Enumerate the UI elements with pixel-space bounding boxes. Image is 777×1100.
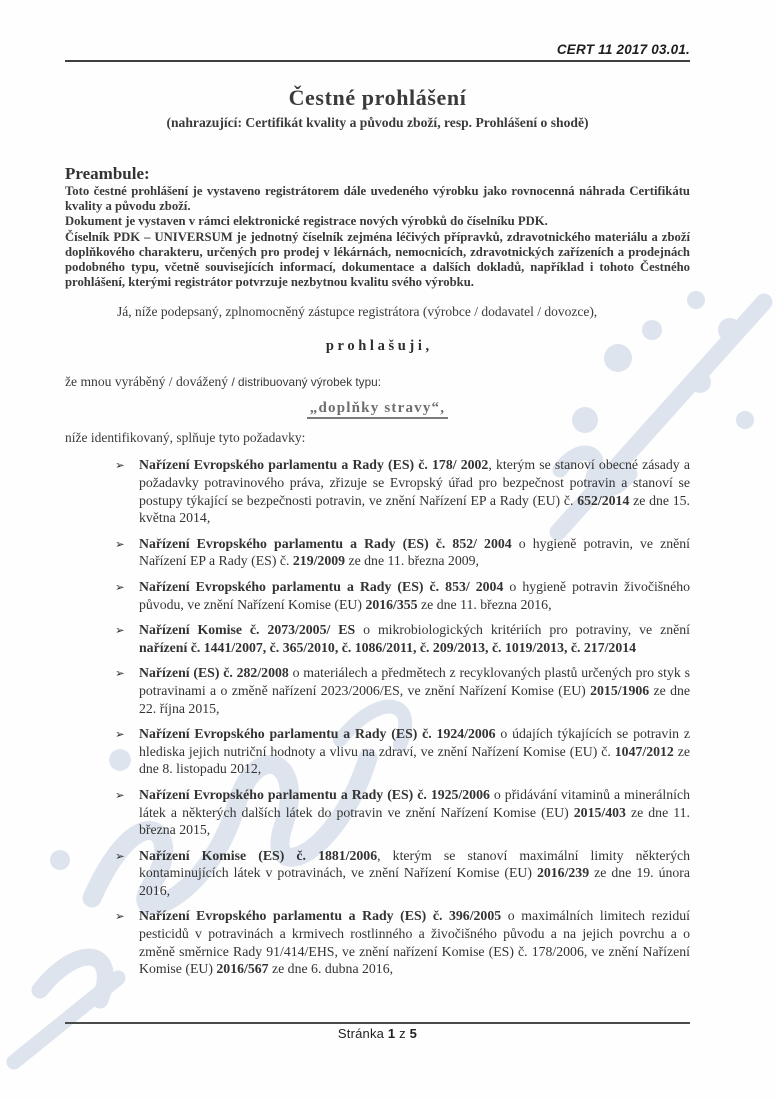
- list-item-text: Nařízení Evropského parlamentu a Rady (ES) č. 1924/2006 o údajích týkajících se potravin z hlediska jejich nutriční hodnoty a vlivu na zdraví, ve znění Nařízení Komise (EU) č. 1047/2012 ze dne 8. listopadu 2012,: [139, 726, 690, 777]
- product-line: [65, 374, 690, 390]
- list-item: [65, 535, 690, 570]
- list-item-text: Nařízení (ES) č. 282/2008 o materiálech a předmětech z recyklovaných plastů určených pro styk s potravinami a o změně nařízení 2023/2006/ES, ve znění Nařízení Komise (EU) 2015/1906 ze dne 22. října 2015,: [139, 665, 690, 716]
- bullet-arrow-icon: ➢: [115, 581, 125, 594]
- page-subtitle: (nahrazující: Certifikát kvality a původu zboží, resp. Prohlášení o shodě): [166, 115, 589, 130]
- list-item: [65, 786, 690, 839]
- bullet-arrow-icon: ➢: [115, 668, 125, 681]
- list-item-text: Nařízení Evropského parlamentu a Rady (ES) č. 853/ 2004 o hygieně potravin živočišného původu, ve znění Nařízení Komise (EU) 2016/355 ze dne 11. března 2016,: [139, 578, 690, 612]
- bullet-arrow-icon: ➢: [115, 850, 125, 863]
- list-item: [65, 621, 690, 656]
- header-divider-line: [65, 60, 690, 62]
- preamble-paragraph: Toto čestné prohlášení je vystaveno registrátorem dále uvedeného výrobku jako rovnocenná náhrada Certifikátu kvality a původu zboží.: [65, 184, 690, 214]
- list-item: [65, 907, 690, 977]
- product-type-text: „doplňky stravy“,: [307, 400, 448, 419]
- bullet-arrow-icon: ➢: [115, 625, 125, 638]
- requirements-list: [65, 456, 690, 977]
- list-item: [65, 456, 690, 526]
- declaration-intro: Já, níže podepsaný, zplnomocněný zástupce registrátora (výrobce / dodavatel / dovozce),: [117, 304, 598, 320]
- product-type: [65, 399, 690, 417]
- preamble-paragraphs: [65, 184, 690, 290]
- list-item-text: Nařízení Evropského parlamentu a Rady (ES) č. 178/ 2002, kterým se stanoví obecné zásady a požadavky potravinového práva, zřizuje se Evropský úřad pro bezpečnost potravin a stanoví se postupy týkající se bezpečnosti potravin, ve znění Nařízení EP a Rady (EU) č. 652/2014 ze dne 15. května 2014,: [139, 457, 690, 526]
- list-item: [65, 578, 690, 613]
- list-item-text: Nařízení Komise (ES) č. 1881/2006, kterým se stanoví maximální limity některých kontaminujících látek v potravinách, ve znění Nařízení Komise (EU) 2016/239 ze dne 19. února 2016,: [139, 847, 690, 898]
- list-item: [65, 664, 690, 717]
- list-item-text: Nařízení Evropského parlamentu a Rady (ES) č. 1925/2006 o přidávání vitaminů a minerálních látek a některých dalších látek do potravin ve znění Nařízení Komise (EU) 2015/403 ze dne 11. března 2015,: [139, 786, 691, 838]
- product-line-serif: že mnou vyráběný / dovážený: [65, 374, 232, 390]
- bullet-arrow-icon: ➢: [115, 538, 125, 551]
- list-item-text: Nařízení Evropského parlamentu a Rady (ES) č. 852/ 2004 o hygieně potravin, ve znění Nařízení EP a Rady (ES) č. 219/2009 ze dne 11. března 2009,: [139, 535, 690, 569]
- bullet-arrow-icon: ➢: [115, 911, 125, 924]
- list-item: [65, 847, 690, 900]
- page-footer: [65, 1022, 690, 1041]
- preamble-heading: Preambule:: [65, 164, 150, 183]
- list-item: [65, 725, 690, 778]
- declaration-outro: níže identifikovaný, splňuje tyto požadavky:: [65, 430, 306, 446]
- preamble-paragraph: Dokument je vystaven v rámci elektronické registrace nových výrobků do číselníku PDK.: [65, 214, 548, 229]
- list-item-text: Nařízení Komise č. 2073/2005/ ES o mikrobiologických kritériích pro potraviny, ve znění nařízení č. 1441/2007, č. 365/2010, č. 1086/2011, č. 209/2013, č. 1019/2013, č. 217/2014: [139, 622, 690, 655]
- bullet-arrow-icon: ➢: [115, 460, 125, 473]
- bullet-arrow-icon: ➢: [115, 789, 125, 802]
- product-line-sans: / distribuovaný výrobek typu:: [231, 375, 381, 390]
- list-item-text: Nařízení Evropského parlamentu a Rady (ES) č. 396/2005 o maximálních limitech reziduí pesticidů v potravinách a krmivech rostlinného a živočišného původu a na jejich povrchu a o změně směrnice Rady 91/414/EHS, ve znění nařízení Komise (ES) č. 178/2006, ve znění Nařízení Komise (EU) 2016/567 ze dne 6. dubna 2016,: [139, 908, 690, 977]
- document-code: CERT 11 2017 03.01.: [556, 42, 690, 57]
- page-number: Stránka 1 z 5: [337, 1026, 418, 1041]
- declaration-verb: p r o h l a š u j i ,: [325, 338, 430, 355]
- preamble-paragraph: Číselník PDK – UNIVERSUM je jednotný číselník zejména léčivých přípravků, zdravotnického materiálu a zboží doplňkového charakteru, určených pro prodej v lékárnách, nemocnicích, zdravotnických zařízeních a prodejnách podobného typu, včetně souvisejících informací, dokumentace a dalších dokladů, například i tohoto Čestného prohlášení, kterými registrátor potvrzuje nezbytnou kvalitu svého výrobku.: [65, 229, 690, 290]
- bullet-arrow-icon: ➢: [115, 729, 125, 742]
- page-title: Čestné prohlášení: [288, 85, 467, 110]
